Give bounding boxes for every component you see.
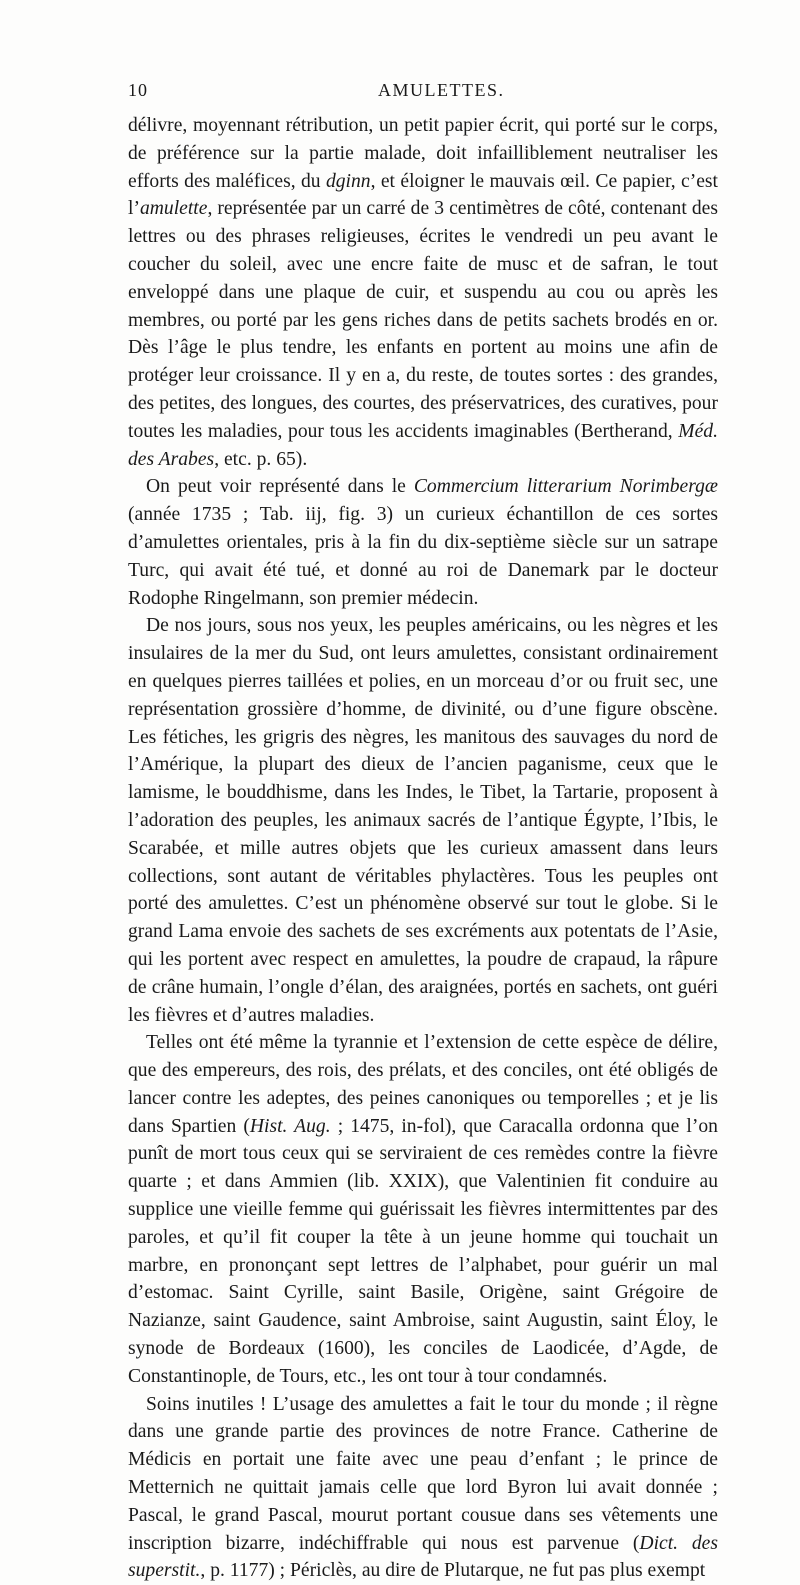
paragraph-5 [128,1391,718,1585]
italic-text: Hist. Aug. [249,1115,331,1137]
text-run: délivre, moyennant rétribution, un petit papier écrit, qui porté sur le corps, de préférence sur la partie malade, doit infailliblement neutraliser les efforts des maléfices, du [128,115,718,192]
italic-text: Commercium litterarium Norimbergæ [413,476,718,498]
italic-text: amulette [139,198,208,220]
text-run: , etc. p. 65). [214,448,308,470]
text-run: De nos jours, sous nos yeux, les peuples américains, ou les nègres et les insulaires de la mer du Sud, ont leurs amulettes, consistant ordinairement en quelques pierres taillées et polies, en un morceau d’or ou fruit sec, une représentation grossière d’homme, de divinité, ou d’une figure obscène. Les fétiches, les grigris des nègres, les manitous des sauvages du nord de l’Amérique, la plupart des dieux de l’ancien paganisme, ceux que le lamisme, le bouddhisme, dans les Indes, le Tibet, la Tartarie, proposent à l’adoration des peuples, les animaux sacrés de l’antique Égypte, l’Ibis, le Scarabée, et mille autres objets que les curieux amassent dans leurs collections, sont autant de véritables phylactères. Tous les peuples ont porté des amulettes. C’est un phénomène observé sur tout le globe. Si le grand Lama envoie des sachets de ses excréments aux potentats de l’Asie, qui les portent avec respect en amulettes, la poudre de crapaud, la râpure de crâne humain, l’ongle d’élan, des araignées, portés en sachets, ont guéri les fièvres et d’autres maladies. [128,615,718,1026]
paragraph-2 [128,473,718,612]
running-title: AMULETTES. [378,80,505,100]
text-run: , et éloigner le mauvais œil. Ce papier, c’est l’ [128,170,718,220]
italic-text: Méd. des Arabes [128,420,718,470]
text-run: Telles ont été même la tyrannie et l’extension de cette espèce de délire, que des empereurs, des rois, des prélats, et des conciles, ont été obligés de lancer contre les adeptes, des peines canoniques ou temporelles ; et je lis dans Spartien ( [128,1032,718,1137]
text-run: , représentée par un carré de 3 centimètres de côté, contenant des lettres ou des phrases religieuses, écrites le vendredi un peu avant le coucher du soleil, avec une encre faite de musc et de safran, le tout enveloppé dans une plaque de cuir, et suspendu au cou ou après les membres, ou porté par les gens riches dans de petits sachets brodés en or. Dès l’âge le plus tendre, les enfants en portent au moins une afin de protéger leur croissance. Il y en a, du reste, de toutes sortes : des grandes, des petites, des longues, des courtes, des préservatrices, des curatives, pour toutes les maladies, pour tous les accidents imaginables (Bertherand, [128,198,718,442]
paragraph-4 [128,1029,718,1390]
paragraph-3 [128,612,718,1029]
paragraph-1 [128,112,718,473]
page-header [128,80,718,106]
italic-text: dginn [325,170,371,192]
text-run: On peut voir représenté dans le [146,476,414,498]
text-run: ; 1475, in-fol), que Caracalla ordonna que l’on punît de mort tous ceux qui se serviraient de ces remèdes contre la fièvre quarte ; et dans Ammien (lib. XXIX), que Valentinien fit conduire au supplice une vieille femme qui guérissait les fièvres intermittentes par des paroles, et qu’il fit couper la tête à un jeune homme qui touchait un marbre, en prononçant sept lettres de l’alphabet, pour guérir un mal d’estomac. Saint Cyrille, saint Basile, Origène, saint Grégoire de Nazianze, saint Gaudence, saint Ambroise, saint Augustin, saint Éloy, le synode de Bordeaux (1600), les conciles de Laodicée, d’Agde, de Constantinople, de Tours, etc., les ont tour à tour condamnés. [128,1115,718,1387]
page-number: 10 [128,80,148,100]
italic-text: Dict. des superstit. [128,1532,718,1582]
text-run: , p. 1177) ; Périclès, au dire de Plutarque, ne fut pas plus exempt [200,1560,706,1582]
text-run: (année 1735 ; Tab. iij, fig. 3) un curieux échantillon de ces sortes d’amulettes orientales, pris à la fin du dix-septième siècle sur un satrape Turc, qui avait été tué, et donné au roi de Danemark par le docteur Rodophe Ringelmann, son premier médecin. [128,504,718,609]
body-text [128,112,718,1585]
text-run: Soins inutiles ! L’usage des amulettes a fait le tour du monde ; il règne dans une grande partie des provinces de notre France. Catherine de Médicis en portait une faite avec une peau d’enfant ; le prince de Metternich ne quittait jamais celle que lord Byron lui avait donnée ; Pascal, le grand Pascal, mourut portant cousue dans ses vêtements une inscription bizarre, indéchiffrable qui nous est parvenue ( [128,1393,718,1554]
